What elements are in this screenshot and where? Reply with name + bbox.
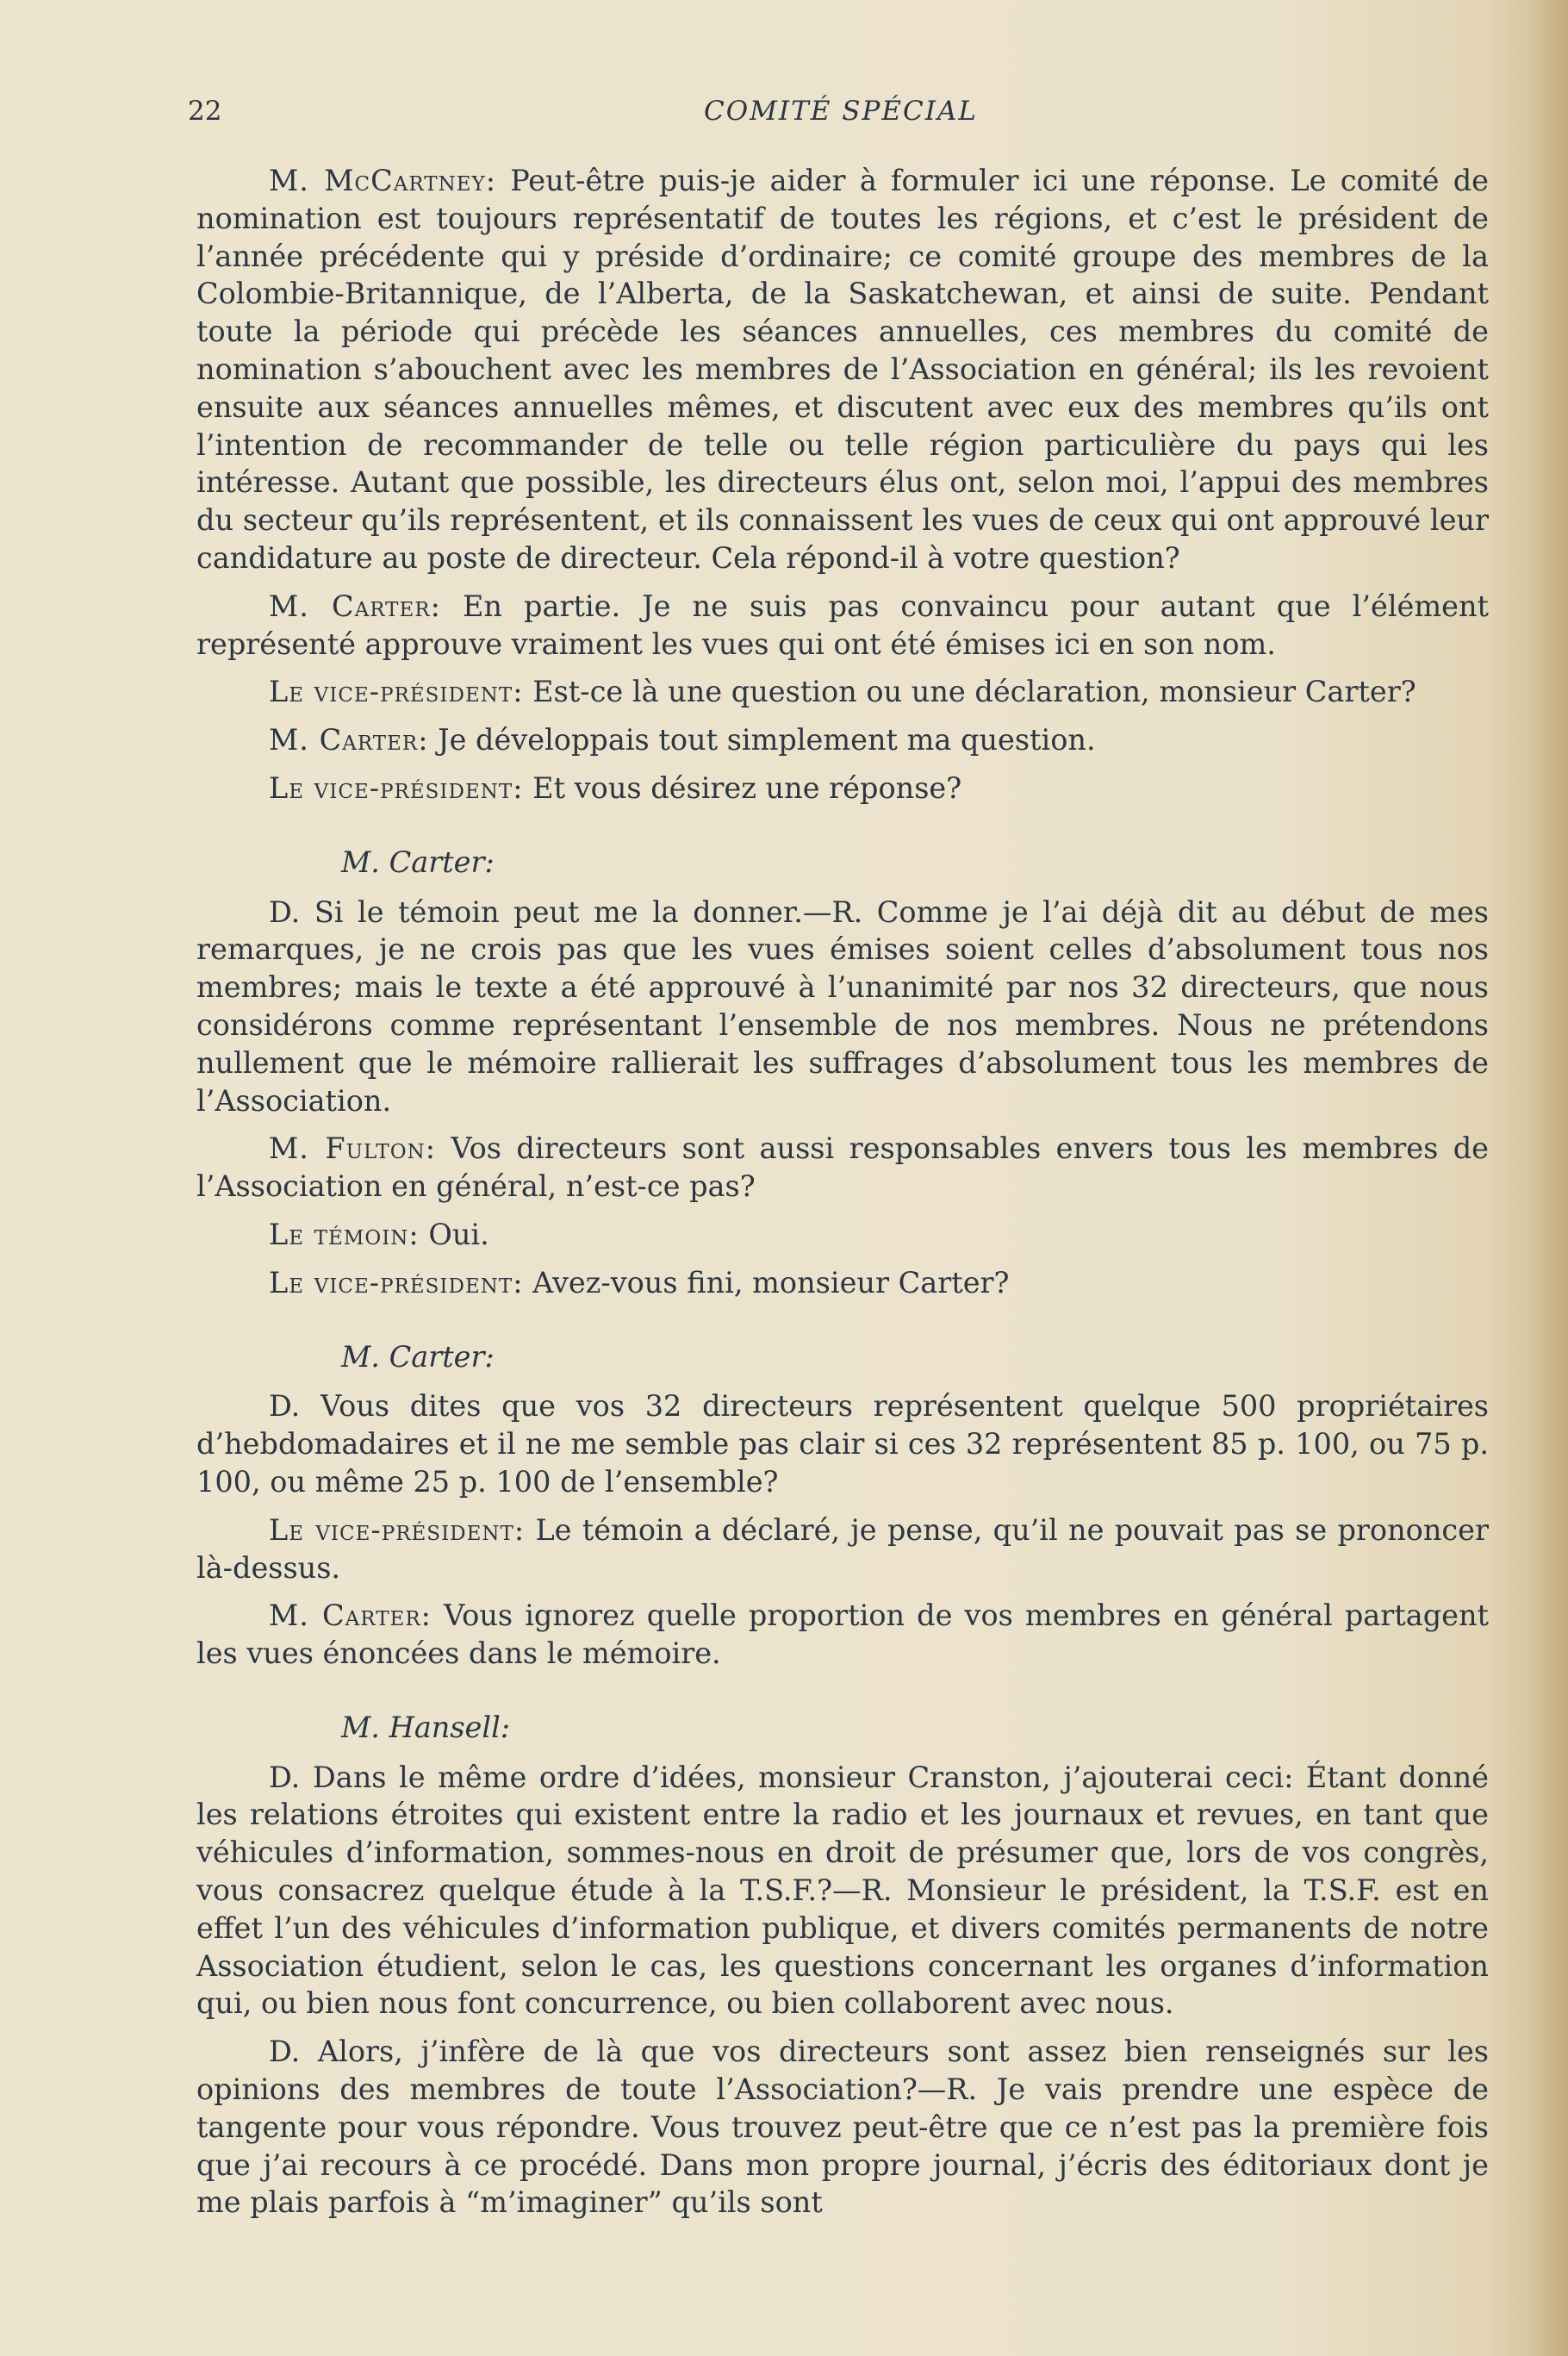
- paragraph: [196, 770, 1489, 807]
- paragraph-text: Je développais tout simplement ma question.: [438, 723, 1096, 757]
- speaker-label: M. McCartney:: [269, 164, 496, 197]
- paragraph: [196, 1759, 1489, 2023]
- paragraph: [196, 1264, 1489, 1302]
- speaker-label: M. Carter:: [269, 723, 429, 757]
- paragraph: [196, 1216, 1489, 1254]
- page-edge-shadow: [1534, 0, 1568, 2356]
- paragraph: [196, 721, 1489, 759]
- speaker-label: Le vice-président:: [269, 675, 524, 709]
- page-header: [188, 93, 1494, 136]
- speaker-label: Le vice-président:: [269, 1512, 526, 1547]
- paragraph-text: Vos directeurs sont aussi responsables envers tous les membres de l’Association en général, n’est-ce pas?: [196, 1131, 1489, 1204]
- paragraph: [196, 162, 1489, 577]
- paragraph: [196, 1130, 1489, 1206]
- running-title: COMITÉ SPÉCIAL: [704, 96, 978, 127]
- paragraph: [196, 1597, 1489, 1673]
- paragraph-text: D. Alors, j’infère de là que vos directeurs sont assez bien renseignés sur les opinions des membres de toute l’Association?—R. Je vais prendre une espèce de tangente pour vous répondre. Vous trouvez peut-être que ce n’est pas la première fois que j’ai recours à ce procédé. Dans mon propre journal, j’écris des éditoriaux dont je me plais parfois à “m’imaginer” qu’ils sont: [196, 2035, 1489, 2220]
- paragraph-text: D. Si le témoin peut me la donner.—R. Comme je l’ai déjà dit au début de mes remarques, je ne crois pas que les vues émises soient celles d’absolument tous nos membres; mais le texte a été approuvé à l’unanimité par nos 32 directeurs, que nous considérons comme représentant l’ensemble de nos membres. Nous ne prétendons nullement que le mémoire rallierait les suffrages d’absolument tous les membres de l’Association.: [196, 894, 1489, 1118]
- speaker-label: Le témoin:: [269, 1217, 420, 1251]
- paragraph-text: Et vous désirez une réponse?: [532, 770, 962, 805]
- paragraph: [196, 588, 1489, 664]
- paragraph: [196, 1387, 1489, 1500]
- paragraph-text: Oui.: [428, 1217, 489, 1251]
- paragraph-text: Peut-être puis-je aider à formuler ici une réponse. Le comité de nomination est toujours représentatif de toutes les régions, et c’est le président de l’année précédente qui y préside d’ordinaire; ce comité groupe des membres de la Colombie-Britannique, de l’Alberta, de la Saskatchewan, et ainsi de suite. Pendant toute la période qui précède les séances annuelles, ces membres du comité de nomination s’abouchent avec les membres de l’Association en général; ils les revoient ensuite aux séances annuelles mêmes, et discutent avec eux des membres qu’ils ont l’intention de recommander de telle ou telle région particulière du pays qui les intéresse. Autant que possible, les directeurs élus ont, selon moi, l’appui des membres du secteur qu’ils représentent, et ils connaissent les vues de ceux qui ont approuvé leur candidature au poste de directeur. Cela répond-il à votre question?: [196, 164, 1489, 575]
- section-speaker-heading: M. Carter:: [341, 845, 495, 879]
- paragraph: [196, 1511, 1489, 1587]
- paragraph-text: D. Vous dites que vos 32 directeurs représentent quelque 500 propriétaires d’hebdomadaires et il ne me semble pas clair si ces 32 représentent 85 p. 100, ou 75 p. 100, ou même 25 p. 100 de l’ensemble?: [196, 1389, 1489, 1499]
- speaker-label: M. Carter:: [269, 589, 441, 623]
- paragraph-text: D. Dans le même ordre d’idées, monsieur Cranston, j’ajouterai ceci: Étant donné les relations étroites qui existent entre la radio et les journaux et revues, en tant que véhicules d’information, sommes-nous en droit de présumer que, lors de vos congrès, vous consacrez quelque étude à la T.S.F.?—R. Monsieur le président, la T.S.F. est en effet l’un des véhicules d’information publique, et divers comités permanents de notre Association étudient, selon le cas, les questions concernant les organes d’information qui, ou bien nous font concurrence, ou bien collaborent avec nous.: [196, 1760, 1489, 2021]
- speaker-label: Le vice-président:: [269, 770, 524, 805]
- paragraph-text: En partie. Je ne suis pas convaincu pour autant que l’élément représenté approuve vraiment les vues qui ont été émises ici en son nom.: [196, 589, 1489, 661]
- speaker-label: Le vice-président:: [269, 1265, 524, 1300]
- paragraph-text: Est-ce là une question ou une déclaration, monsieur Carter?: [532, 675, 1416, 709]
- speaker-label: M. Fulton:: [269, 1131, 437, 1166]
- paragraph-text: Vous ignorez quelle proportion de vos membres en général partagent les vues énoncées dans le mémoire.: [196, 1599, 1490, 1671]
- page-number: 22: [188, 96, 222, 127]
- paragraph: [196, 673, 1489, 711]
- paragraph-text: Avez-vous fini, monsieur Carter?: [532, 1265, 1010, 1300]
- section-speaker-heading: M. Hansell:: [341, 1710, 511, 1744]
- speaker-label: M. Carter:: [269, 1599, 432, 1633]
- body-text: [196, 162, 1489, 2232]
- paragraph: [196, 894, 1489, 1120]
- paragraph-text: Le témoin a déclaré, je pense, qu’il ne pouvait pas se prononcer là-dessus.: [196, 1512, 1489, 1585]
- section-speaker-heading: M. Carter:: [341, 1339, 495, 1374]
- paragraph: [196, 2033, 1489, 2222]
